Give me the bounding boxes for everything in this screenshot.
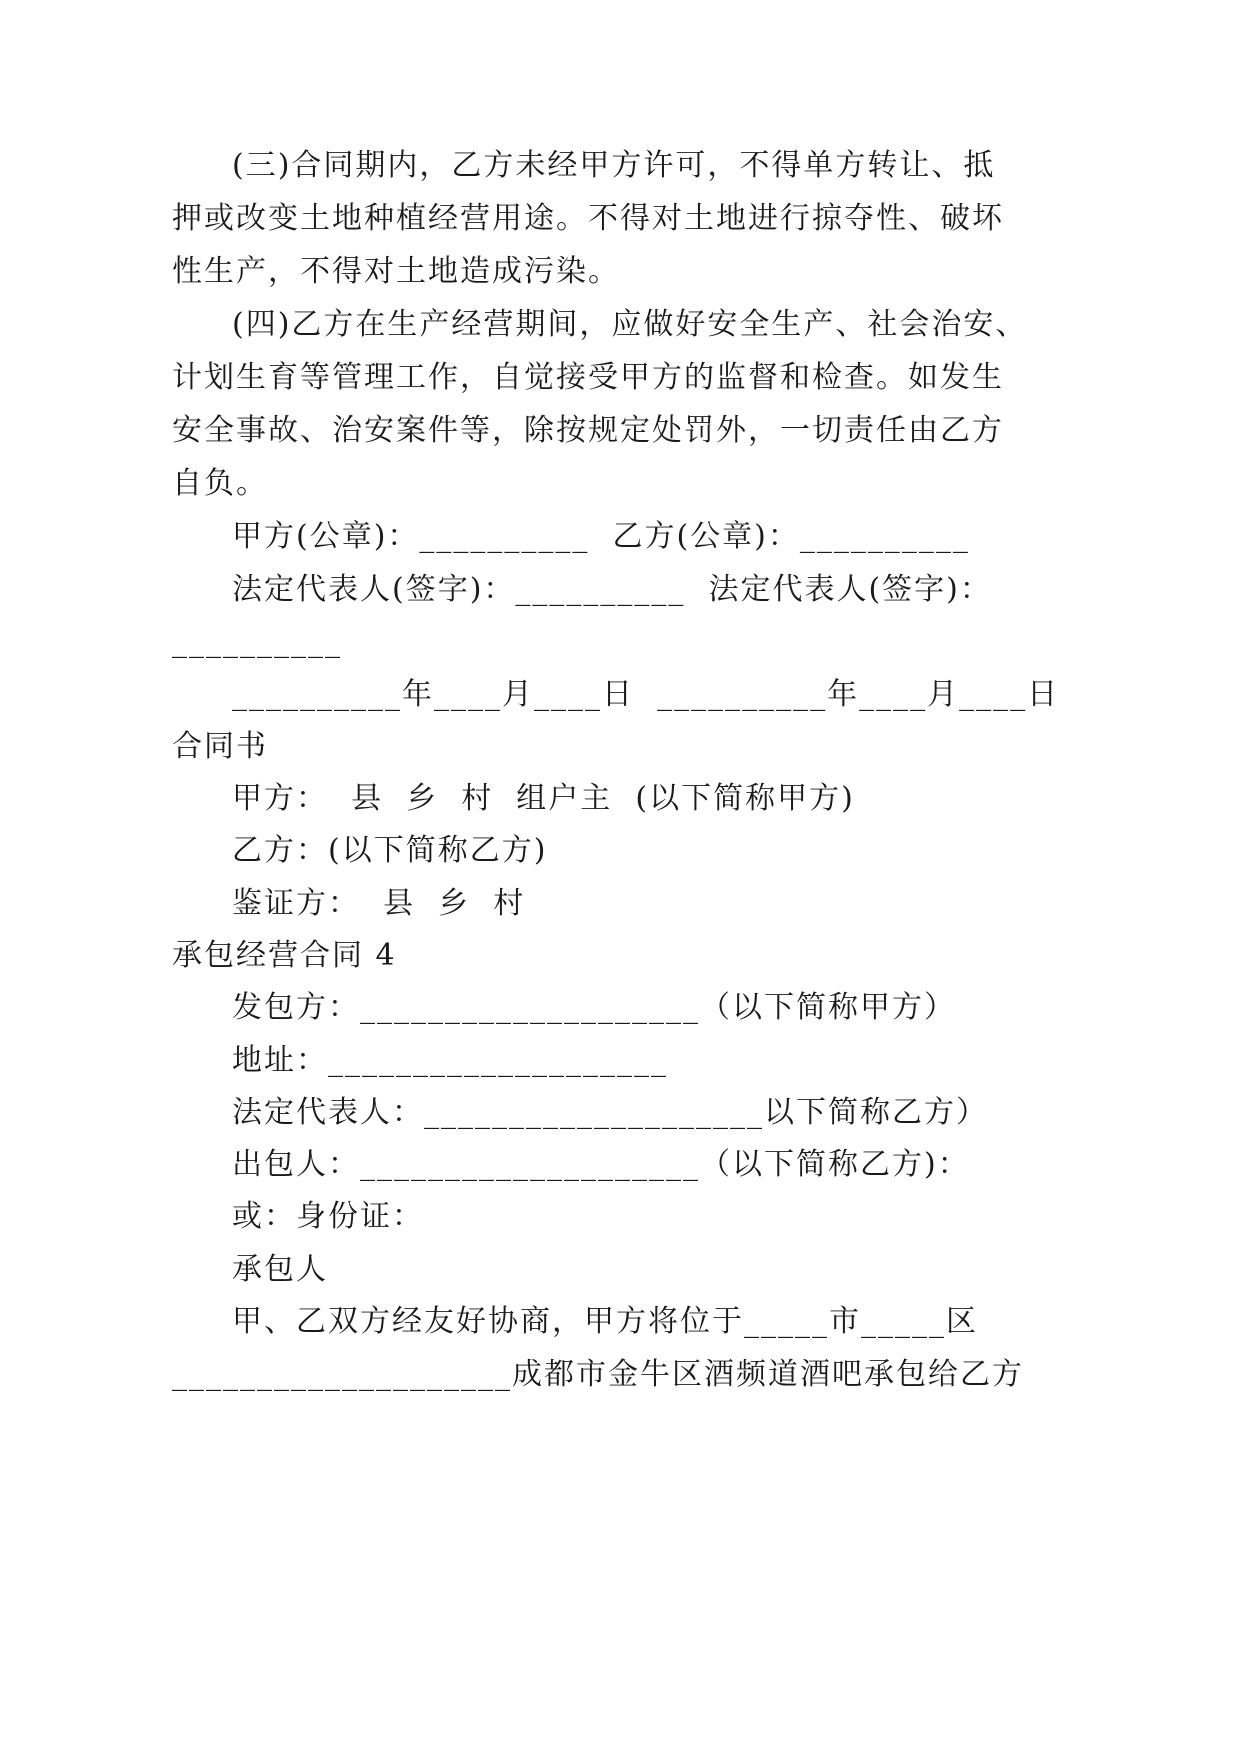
paragraph-line: (四)乙方在生产经营期间，应做好安全生产、社会治安、 [232,307,1028,342]
witness-line: 鉴证方： 县 乡 村 [232,886,526,921]
paragraph-line: (三)合同期内，乙方未经甲方许可，不得单方转让、抵 [232,148,996,183]
lessor-line: 出包人：____________________（以下简称乙方)： [232,1147,970,1182]
signature-line-representative: 法定代表人(签字)：__________ 法定代表人(签字)： [232,572,992,607]
party-b-line: 乙方：(以下简称乙方) [232,833,548,868]
paragraph-line: 押或改变土地种植经营用途。不得对土地进行掠夺性、破坏 [172,201,1004,236]
section-title: 合同书 [172,729,268,764]
signature-line-seal: 甲方(公章)：__________ 乙方(公章)：__________ [232,519,970,554]
date-line: __________年____月____日 __________年____月____日 [232,677,1060,712]
contractor-line: 发包方：____________________（以下简称甲方） [232,990,956,1025]
contract-heading: 承包经营合同 4 [172,938,397,973]
paragraph-line: 计划生育等管理工作，自觉接受甲方的监督和检查。如发生 [172,360,1004,395]
id-line: 或：身份证： [232,1199,424,1234]
paragraph-line: 性生产，不得对土地造成污染。 [172,254,620,289]
representative-line: 法定代表人：____________________以下简称乙方） [232,1095,988,1130]
paragraph-line: ____________________成都市金牛区酒频道酒吧承包给乙方 [172,1357,1024,1392]
contractee-line: 承包人 [232,1252,328,1287]
party-a-line: 甲方： 县 乡 村 组户主 (以下简称甲方) [232,781,855,816]
paragraph-line: 自负。 [172,466,268,501]
paragraph-line: 甲、乙双方经友好协商，甲方将位于_____市_____区 [232,1304,978,1339]
address-line: 地址：____________________ [232,1043,668,1078]
paragraph-line: 安全事故、治安案件等，除按规定处罚外，一切责任由乙方 [172,413,1004,448]
signature-blank: __________ [172,624,342,659]
